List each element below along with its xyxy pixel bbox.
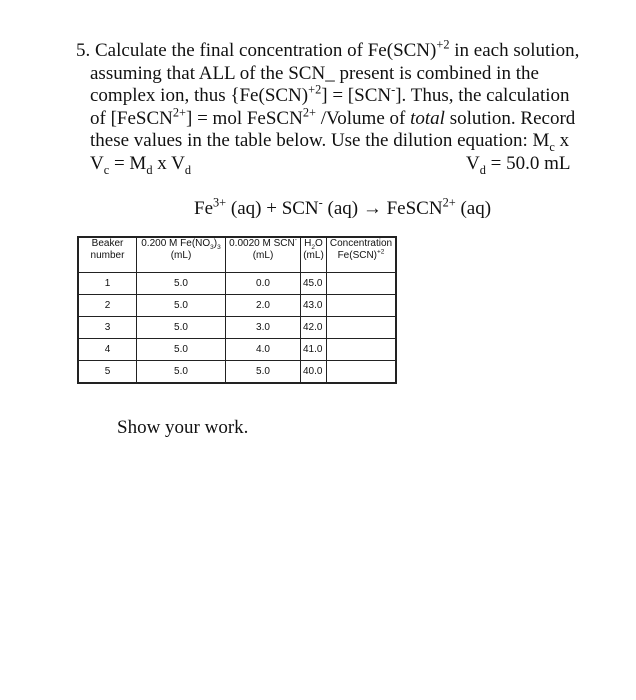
header-text: ) — [213, 238, 218, 249]
cell-fe-volume: 5.0 — [137, 317, 226, 339]
header-text: Fe(SCN) — [337, 250, 378, 261]
subscript: d — [184, 162, 192, 177]
header-text: (mL) — [303, 250, 324, 261]
header-text: (mL) — [170, 250, 192, 261]
cell-beaker: 4 — [78, 339, 137, 361]
cell-beaker: 1 — [78, 273, 137, 295]
table-row — [78, 339, 396, 361]
problem-text: Calculate the final concentration of Fe(SCN) — [95, 40, 437, 61]
superscript: 2+ — [172, 105, 187, 120]
data-table — [77, 236, 397, 384]
cell-scn-volume: 2.0 — [226, 295, 301, 317]
problem-text: solution. Record — [444, 107, 576, 129]
italic-text: total — [410, 107, 445, 129]
superscript: 3+ — [213, 195, 227, 210]
header-text: Concentration — [329, 238, 393, 249]
header-text: H — [304, 238, 312, 249]
problem-text: assuming that ALL of the SCN_ present is combined in the — [90, 62, 539, 84]
superscript: +2 — [308, 82, 322, 97]
cell-concentration[interactable] — [327, 361, 397, 384]
equation-text: V — [466, 152, 480, 174]
problem-line-4 — [76, 105, 596, 131]
problem-number: 5. — [76, 40, 91, 61]
superscript: +2 — [436, 37, 450, 52]
cell-concentration[interactable] — [327, 339, 397, 361]
problem-line-5 — [76, 130, 596, 153]
table-row — [78, 295, 396, 317]
subscript: 2 — [311, 244, 316, 251]
header-text: Beaker — [91, 238, 124, 249]
superscript: - — [294, 236, 297, 244]
reaction-text: Fe — [194, 198, 213, 219]
superscript: - — [318, 195, 323, 210]
cell-fe-volume: 5.0 — [137, 339, 226, 361]
cell-water-volume: 40.0 — [301, 361, 327, 384]
reaction-text: (aq) → FeSCN — [322, 198, 443, 219]
cell-beaker: 5 — [78, 361, 137, 384]
table-row — [78, 361, 396, 384]
cell-fe-volume: 5.0 — [137, 295, 226, 317]
problem-text: ] = mol FeSCN — [186, 107, 303, 129]
header-concentration — [327, 237, 397, 273]
header-text: 0.0020 M SCN — [229, 238, 295, 249]
problem-text: x — [554, 130, 570, 152]
table-header-row — [78, 237, 396, 273]
problem-line-6 — [76, 153, 596, 176]
subscript: c — [549, 140, 555, 155]
header-beaker — [78, 237, 137, 273]
subscript: 3 — [210, 244, 214, 251]
cell-scn-volume: 3.0 — [226, 317, 301, 339]
problem-statement — [76, 37, 596, 177]
cell-concentration[interactable] — [327, 317, 397, 339]
subscript: d — [479, 162, 486, 177]
cell-water-volume: 43.0 — [301, 295, 327, 317]
problem-text: complex ion, thus {Fe(SCN) — [90, 85, 309, 107]
cell-water-volume: 41.0 — [301, 339, 327, 361]
cell-scn-volume: 4.0 — [226, 339, 301, 361]
problem-text: /Volume of — [315, 107, 411, 129]
problem-text: ] = [SCN — [321, 85, 392, 107]
equation-text: x V — [152, 152, 185, 174]
header-text: 0.200 M Fe(NO — [141, 238, 211, 249]
subscript: d — [146, 162, 153, 177]
problem-line-3 — [76, 82, 596, 108]
cell-water-volume: 42.0 — [301, 317, 327, 339]
show-work-prompt: Show your work. — [117, 417, 249, 438]
subscript: 3 — [217, 244, 221, 251]
problem-text: in each solution, — [449, 40, 580, 61]
reaction-equation — [194, 195, 492, 220]
problem-text: of [FeSCN — [90, 107, 173, 129]
header-text: O — [315, 238, 323, 249]
equation-text: = 50.0 mL — [485, 152, 571, 174]
header-scn — [226, 237, 301, 273]
cell-water-volume: 45.0 — [301, 273, 327, 295]
cell-concentration[interactable] — [327, 295, 397, 317]
header-text: (mL) — [252, 250, 274, 261]
problem-line-1 — [76, 37, 596, 63]
equation-text: = M — [109, 152, 147, 174]
cell-fe-volume: 5.0 — [137, 361, 226, 384]
superscript: 2+ — [442, 195, 456, 210]
dilution-volume — [466, 153, 571, 176]
header-fe-nitrate — [137, 237, 226, 273]
superscript: 2+ — [302, 105, 316, 120]
table-row — [78, 317, 396, 339]
cell-scn-volume: 0.0 — [226, 273, 301, 295]
superscript: +2 — [377, 248, 385, 256]
cell-concentration[interactable] — [327, 273, 397, 295]
cell-scn-volume: 5.0 — [226, 361, 301, 384]
cell-fe-volume: 5.0 — [137, 273, 226, 295]
header-water — [301, 237, 327, 273]
reaction-text: (aq) — [455, 198, 492, 219]
problem-text: these values in the table below. Use the dilution equation: M — [90, 130, 550, 152]
equation-text: V — [90, 152, 104, 174]
reaction-text: (aq) + SCN — [226, 198, 319, 219]
subscript: c — [103, 162, 110, 177]
superscript: - — [391, 82, 396, 97]
header-text: number — [90, 250, 125, 261]
table-row — [78, 273, 396, 295]
problem-line-2 — [76, 63, 596, 86]
cell-beaker: 3 — [78, 317, 137, 339]
problem-text: ]. Thus, the calculation — [395, 85, 570, 107]
cell-beaker: 2 — [78, 295, 137, 317]
